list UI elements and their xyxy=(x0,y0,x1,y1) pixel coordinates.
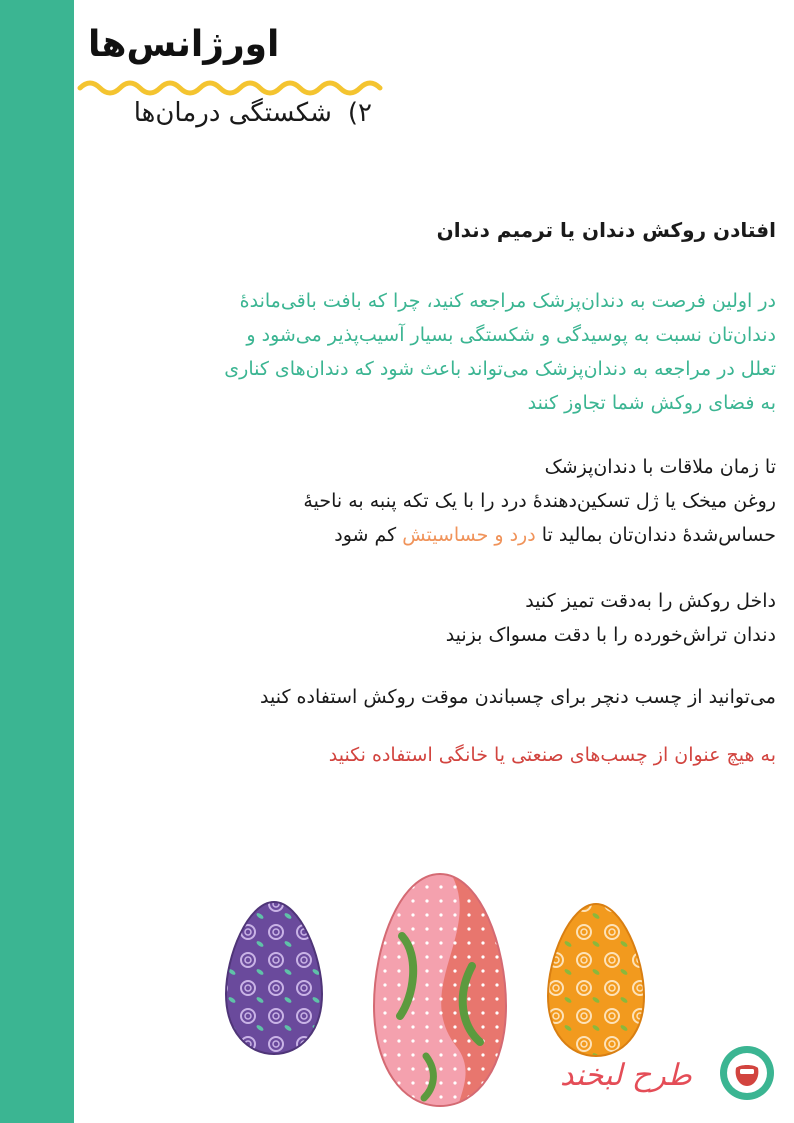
clinic-logo xyxy=(718,1044,776,1102)
page-subtitle xyxy=(82,98,372,128)
subtitle-text: شکستگی درمان‌ها xyxy=(133,98,332,128)
brand-logo: طرح لبخند xyxy=(560,1058,692,1093)
side-color-bar xyxy=(0,0,74,1123)
page-title: اورژانس‌ها xyxy=(88,24,280,65)
advice-line: دندان تراش‌خورده را با دقت مسواک بزنید xyxy=(445,624,776,646)
title-underline-squiggle xyxy=(76,72,388,98)
advice-text: حساس‌شدهٔ دندان‌تان بمالید تا xyxy=(535,524,776,546)
advice-block-1 xyxy=(96,450,776,552)
intro-line: تعلل در مراجعه به دندان‌پزشک می‌تواند باعث شود که دندان‌های کناری xyxy=(224,358,776,380)
section-heading: افتادن روکش دندان یا ترمیم دندان xyxy=(436,218,776,242)
intro-line: به فضای روکش شما تجاوز کنند xyxy=(527,392,776,414)
section-number: ۲) xyxy=(347,98,372,128)
advice-line: می‌توانید از چسب دنچر برای چسباندن موقت روکش استفاده کنید xyxy=(260,686,776,708)
advice-block-2 xyxy=(96,584,776,652)
warning-text: به هیچ عنوان از چسب‌های صنعتی یا خانگی استفاده نکنید xyxy=(328,744,776,766)
advice-line: تا زمان ملاقات با دندان‌پزشک xyxy=(544,456,776,478)
advice-line xyxy=(96,518,776,552)
intro-line: دندان‌تان نسبت به پوسیدگی و شکستگی بسیار آسیب‌پذیر می‌شود و xyxy=(246,324,776,346)
advice-block-3 xyxy=(96,680,776,714)
advice-text: کم شود xyxy=(334,524,403,546)
advice-line: روغن میخک یا ژل تسکین‌دهندهٔ درد را با یک تکه پنبه به ناحیهٔ xyxy=(303,490,776,512)
intro-line: در اولین فرصت به دندان‌پزشک مراجعه کنید، چرا که بافت باقی‌ماندهٔ xyxy=(239,290,776,312)
highlight-pain-sensitivity: درد و حساسیتش xyxy=(402,524,536,546)
advice-line: داخل روکش را به‌دقت تمیز کنید xyxy=(525,590,776,612)
intro-paragraph xyxy=(96,284,776,420)
